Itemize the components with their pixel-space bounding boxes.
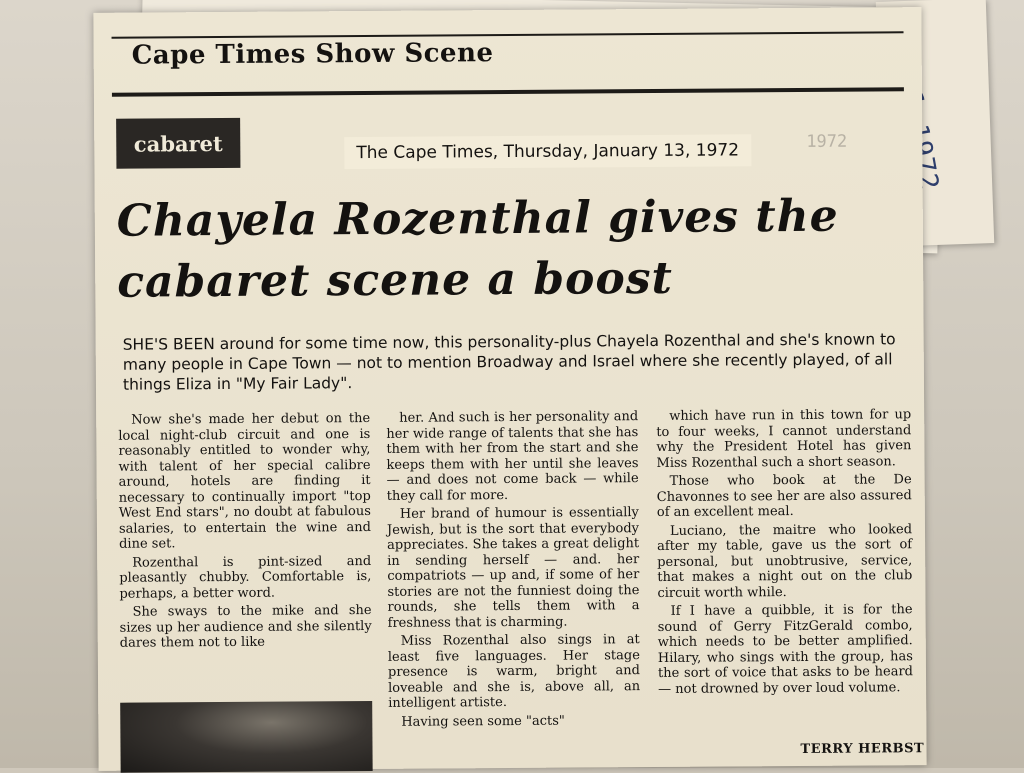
paragraph: If I have a quibble, it is for the sound of Gerry FitzGerald combo, which needs to be better amplified. Hilary, who sings with the group, has the sort of voice that asks to be heard — not drowned by over loud volume. xyxy=(657,602,914,697)
article-column-2 xyxy=(386,409,640,733)
paragraph: Having seen some "acts" xyxy=(401,713,565,730)
headline: Chayela Rozenthal gives the cabaret scene a boost xyxy=(116,190,839,308)
paragraph: Rozenthal is pint-sized and pleasantly chubby. Comfortable is, perhaps, a better word. xyxy=(119,553,372,602)
photo xyxy=(120,701,372,773)
article-column-3 xyxy=(656,407,913,700)
paragraph: Her brand of humour is essentially Jewish, but is the sort that everybody appreciates. She takes a great delight in sending herself — and. her compatriots — up and, if some of her stories are not the funniest doing the rounds, she tells them with a freshness that is charming. xyxy=(386,505,640,631)
paragraph: Those who book at the De Chavonnes to see her are also assured of an excellent meal. xyxy=(656,472,912,520)
paragraph: She sways to the mike and she sizes up her audience and she silently dares them not to like xyxy=(119,602,372,651)
newspaper-clipping xyxy=(93,7,926,771)
faint-year-stamp: 1972 xyxy=(806,131,848,152)
paragraph: Now she's made her debut on the local night-club circuit and one is reasonably entitled to wonder why, with talent of her special calibre around, hotels are finding it necessary to continually import "top West End stars", no doubt at fabulous salaries, to entertain the wine and dine set. xyxy=(118,410,372,552)
paragraph: her. And such is her personality and her wide range of talents that she has them with her from the start and she keeps them with her until she leaves — and does not come back — while they call for more. xyxy=(386,409,639,504)
dateline: The Cape Times, Thursday, January 13, 1972 xyxy=(344,134,751,169)
section-title: Cape Times Show Scene xyxy=(131,38,494,71)
paragraph: Luciano, the maitre who looked after my table, gave us the sort of personal, but unobtrusive, service, that makes a night out on the club circuit worth while. xyxy=(657,521,913,601)
section-rule xyxy=(112,87,904,97)
standfirst: SHE'S BEEN around for some time now, this personality-plus Chayela Rozenthal and she's known to many people in Cape Town — not to mention Broadway and Israel where she recently played, of all things Eliza in "My Fair Lady". xyxy=(122,330,896,394)
category-badge: cabaret xyxy=(116,118,240,169)
article-column-1 xyxy=(118,411,372,654)
paragraph: which have run in this town for up to four weeks, I cannot understand why the President Hotel has given Miss Rozenthal such a short season. xyxy=(656,407,912,471)
byline: TERRY HERBST xyxy=(800,741,925,757)
paragraph: Miss Rozenthal also sings in at least five languages. Her stage presence is warm, bright and loveable and she is, above all, an intelligent artiste. xyxy=(387,632,641,711)
top-rule xyxy=(112,31,904,39)
